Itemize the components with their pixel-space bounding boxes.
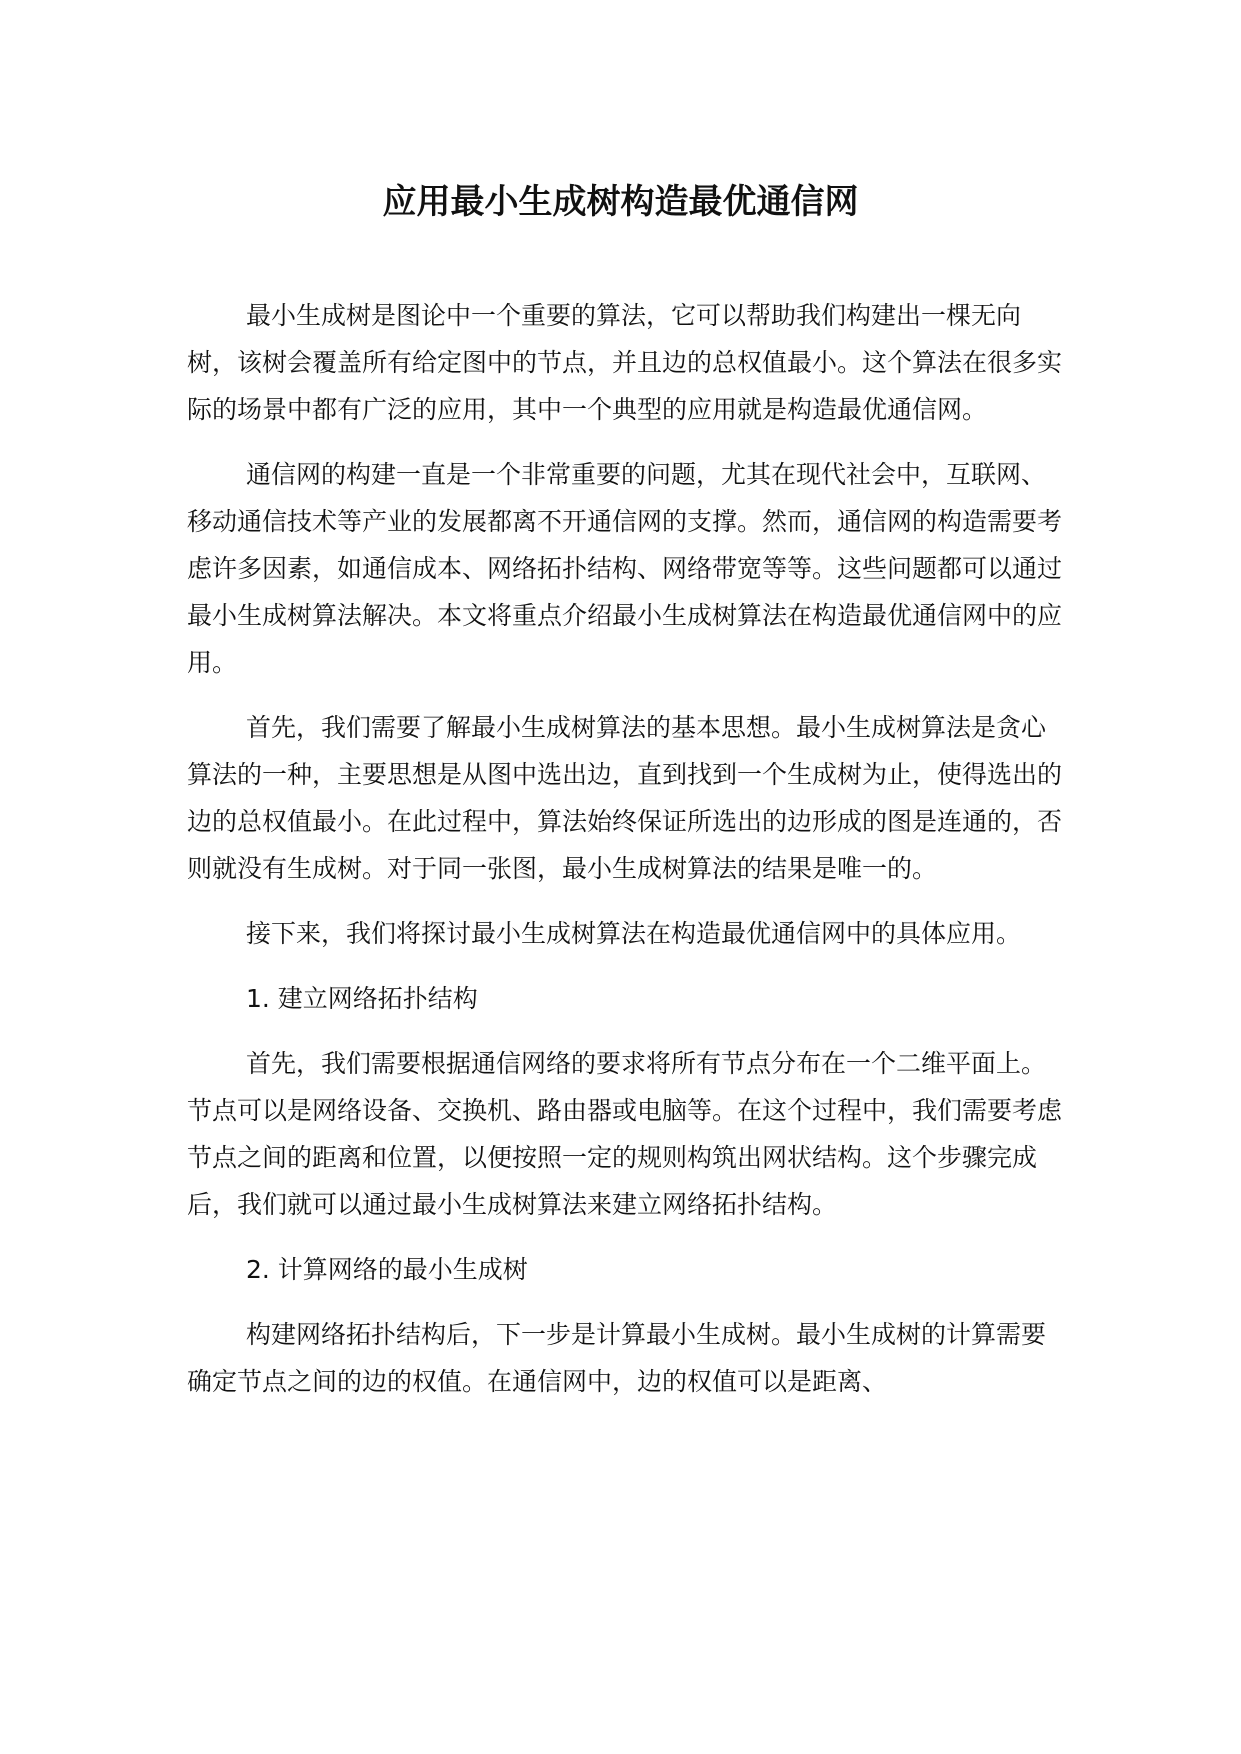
document-body bbox=[187, 292, 1067, 1423]
paragraph-algorithm-idea: 首先，我们需要了解最小生成树算法的基本思想。最小生成树算法是贪心算法的一种，主要思想是从图中选出边，直到找到一个生成树为止，使得选出的边的总权值最小。在此过程中，算法始终保证所选出的边形成的图是连通的，否则就没有生成树。对于同一张图，最小生成树算法的结果是唯一的。 bbox=[187, 713, 1063, 883]
paragraph-topology: 首先，我们需要根据通信网络的要求将所有节点分布在一个二维平面上。节点可以是网络设备、交换机、路由器或电脑等。在这个过程中，我们需要考虑节点之间的距离和位置，以便按照一定的规则构筑出网状结构。这个步骤完成后，我们就可以通过最小生成树算法来建立网络拓扑结构。 bbox=[187, 1049, 1063, 1219]
document-title: 应用最小生成树构造最优通信网 bbox=[382, 182, 859, 222]
section-heading-1: 1. 建立网络拓扑结构 bbox=[246, 984, 478, 1013]
paragraph-intro: 最小生成树是图论中一个重要的算法，它可以帮助我们构建出一棵无向树，该树会覆盖所有给定图中的节点，并且边的总权值最小。这个算法在很多实际的场景中都有广泛的应用，其中一个典型的应用就是构造最优通信网。 bbox=[187, 301, 1063, 424]
paragraph-compute-mst: 构建网络拓扑结构后，下一步是计算最小生成树。最小生成树的计算需要确定节点之间的边的权值。在通信网中，边的权值可以是距离、 bbox=[187, 1320, 1047, 1396]
section-heading-2: 2. 计算网络的最小生成树 bbox=[246, 1255, 528, 1284]
paragraph-transition: 接下来，我们将探讨最小生成树算法在构造最优通信网中的具体应用。 bbox=[246, 919, 1022, 948]
paragraph-network-background: 通信网的构建一直是一个非常重要的问题，尤其在现代社会中，互联网、移动通信技术等产业的发展都离不开通信网的支撑。然而，通信网的构造需要考虑许多因素，如通信成本、网络拓扑结构、网络带宽等等。这些问题都可以通过最小生成树算法解决。本文将重点介绍最小生成树算法在构造最优通信网中的应用。 bbox=[187, 460, 1063, 677]
